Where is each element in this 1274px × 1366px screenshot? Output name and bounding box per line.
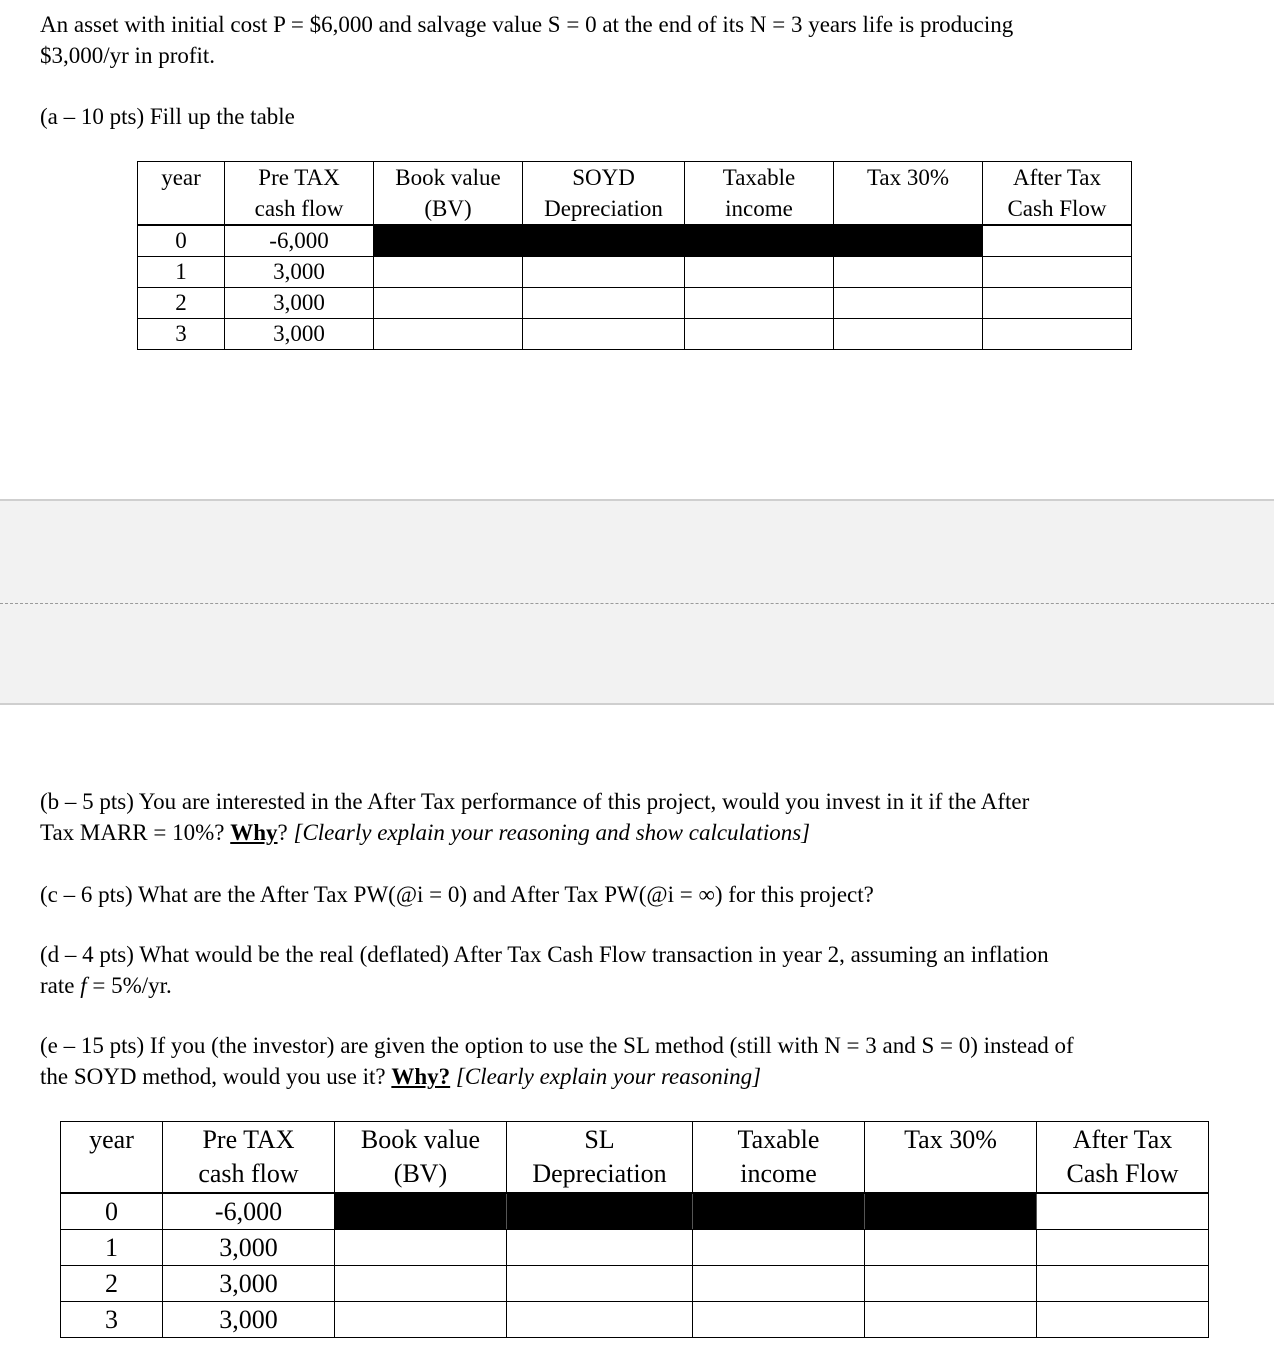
answer-cell[interactable]	[685, 319, 834, 350]
answer-cell[interactable]	[693, 1266, 865, 1302]
year-cell: 2	[61, 1266, 163, 1302]
header-sl-depreciation: SL Depreciation	[507, 1122, 693, 1194]
table-row	[61, 1266, 1209, 1302]
part-d-question: (d – 4 pts) What would be the real (deflated) After Tax Cash Flow transaction in year 2, assuming an inflation rate f = 5%/yr.	[40, 942, 1049, 998]
answer-cell[interactable]	[523, 319, 685, 350]
instruction-note: [Clearly explain your reasoning and show calculations]	[293, 820, 811, 845]
soyd-table	[137, 161, 1132, 350]
blocked-cell	[374, 225, 523, 257]
answer-cell[interactable]	[507, 1266, 693, 1302]
header-pre-tax-cash-flow: Pre TAX cash flow	[225, 162, 374, 226]
why-emphasis: Why?	[391, 1064, 451, 1089]
blocked-cell	[523, 225, 685, 257]
answer-cell[interactable]	[335, 1266, 507, 1302]
sl-table	[60, 1121, 1209, 1338]
year-cell: 0	[138, 225, 225, 257]
table-row	[138, 225, 1132, 257]
problem-line-1: An asset with initial cost P = $6,000 and salvage value S = 0 at the end of its N = 3 years life is producing	[40, 12, 1014, 37]
header-after-tax-cash-flow: After Tax Cash Flow	[983, 162, 1132, 226]
answer-cell[interactable]	[1037, 1266, 1209, 1302]
blocked-cell	[834, 225, 983, 257]
year-cell: 3	[138, 319, 225, 350]
pre-tax-cell: 3,000	[225, 319, 374, 350]
table-row	[61, 1302, 1209, 1338]
part-a-question: (a – 10 pts) Fill up the table	[40, 104, 295, 129]
blocked-cell	[507, 1193, 693, 1230]
blocked-cell	[685, 225, 834, 257]
table-row	[61, 1230, 1209, 1266]
pre-tax-cell: 3,000	[163, 1302, 335, 1338]
header-book-value: Book value (BV)	[335, 1122, 507, 1194]
year-cell: 1	[61, 1230, 163, 1266]
answer-cell[interactable]	[374, 319, 523, 350]
pre-tax-cell: -6,000	[225, 225, 374, 257]
answer-cell[interactable]	[685, 288, 834, 319]
pre-tax-cell: 3,000	[225, 288, 374, 319]
answer-cell[interactable]	[523, 257, 685, 288]
table-row	[61, 1193, 1209, 1230]
year-cell: 1	[138, 257, 225, 288]
problem-line-2: $3,000/yr in profit.	[40, 43, 216, 68]
table-header-row	[138, 162, 1132, 226]
answer-cell[interactable]	[865, 1266, 1037, 1302]
table-header-row	[61, 1122, 1209, 1194]
answer-cell[interactable]	[1037, 1193, 1209, 1230]
blocked-cell	[693, 1193, 865, 1230]
answer-cell[interactable]	[983, 288, 1132, 319]
inflation-variable: f	[80, 973, 87, 998]
page-break-area	[0, 499, 1274, 705]
answer-cell[interactable]	[374, 288, 523, 319]
part-e-question: (e – 15 pts) If you (the investor) are given the option to use the SL method (still with N = 3 and S = 0) instead of the SOYD method, would you use it? Why? [Clearly explain your reasoning]	[40, 1033, 1074, 1089]
blocked-cell	[865, 1193, 1037, 1230]
header-tax-30: Tax 30%	[865, 1122, 1037, 1194]
table-row	[138, 288, 1132, 319]
answer-cell[interactable]	[507, 1302, 693, 1338]
part-c-question: (c – 6 pts) What are the After Tax PW(@i = 0) and After Tax PW(@i = ∞) for this project?	[40, 882, 874, 907]
table-row	[138, 257, 1132, 288]
answer-cell[interactable]	[685, 257, 834, 288]
answer-cell[interactable]	[834, 257, 983, 288]
pre-tax-cell: 3,000	[163, 1230, 335, 1266]
part-b-question: (b – 5 pts) You are interested in the After Tax performance of this project, would you invest in it if the After Tax MARR = 10%? Why? [Clearly explain your reasoning and show calculations]	[40, 789, 1030, 845]
year-cell: 3	[61, 1302, 163, 1338]
answer-cell[interactable]	[523, 288, 685, 319]
pre-tax-cell: 3,000	[225, 257, 374, 288]
header-year: year	[61, 1122, 163, 1194]
answer-cell[interactable]	[1037, 1230, 1209, 1266]
instruction-note: [Clearly explain your reasoning]	[450, 1064, 762, 1089]
blocked-cell	[335, 1193, 507, 1230]
answer-cell[interactable]	[865, 1230, 1037, 1266]
answer-cell[interactable]	[1037, 1302, 1209, 1338]
pre-tax-cell: -6,000	[163, 1193, 335, 1230]
header-after-tax-cash-flow: After Tax Cash Flow	[1037, 1122, 1209, 1194]
year-cell: 0	[61, 1193, 163, 1230]
answer-cell[interactable]	[983, 257, 1132, 288]
header-year: year	[138, 162, 225, 226]
pre-tax-cell: 3,000	[163, 1266, 335, 1302]
problem-statement	[40, 9, 1013, 71]
header-pre-tax-cash-flow: Pre TAX cash flow	[163, 1122, 335, 1194]
why-emphasis: Why	[230, 820, 278, 845]
answer-cell[interactable]	[865, 1302, 1037, 1338]
answer-cell[interactable]	[983, 319, 1132, 350]
answer-cell[interactable]	[693, 1302, 865, 1338]
year-cell: 2	[138, 288, 225, 319]
answer-cell[interactable]	[983, 225, 1132, 257]
header-taxable-income: Taxable income	[685, 162, 834, 226]
header-book-value: Book value (BV)	[374, 162, 523, 226]
answer-cell[interactable]	[693, 1230, 865, 1266]
answer-cell[interactable]	[834, 288, 983, 319]
header-taxable-income: Taxable income	[693, 1122, 865, 1194]
header-tax-30: Tax 30%	[834, 162, 983, 226]
header-soyd-depreciation: SOYD Depreciation	[523, 162, 685, 226]
answer-cell[interactable]	[335, 1302, 507, 1338]
answer-cell[interactable]	[507, 1230, 693, 1266]
answer-cell[interactable]	[834, 319, 983, 350]
answer-cell[interactable]	[335, 1230, 507, 1266]
page-break-divider	[0, 603, 1274, 604]
answer-cell[interactable]	[374, 257, 523, 288]
table-row	[138, 319, 1132, 350]
